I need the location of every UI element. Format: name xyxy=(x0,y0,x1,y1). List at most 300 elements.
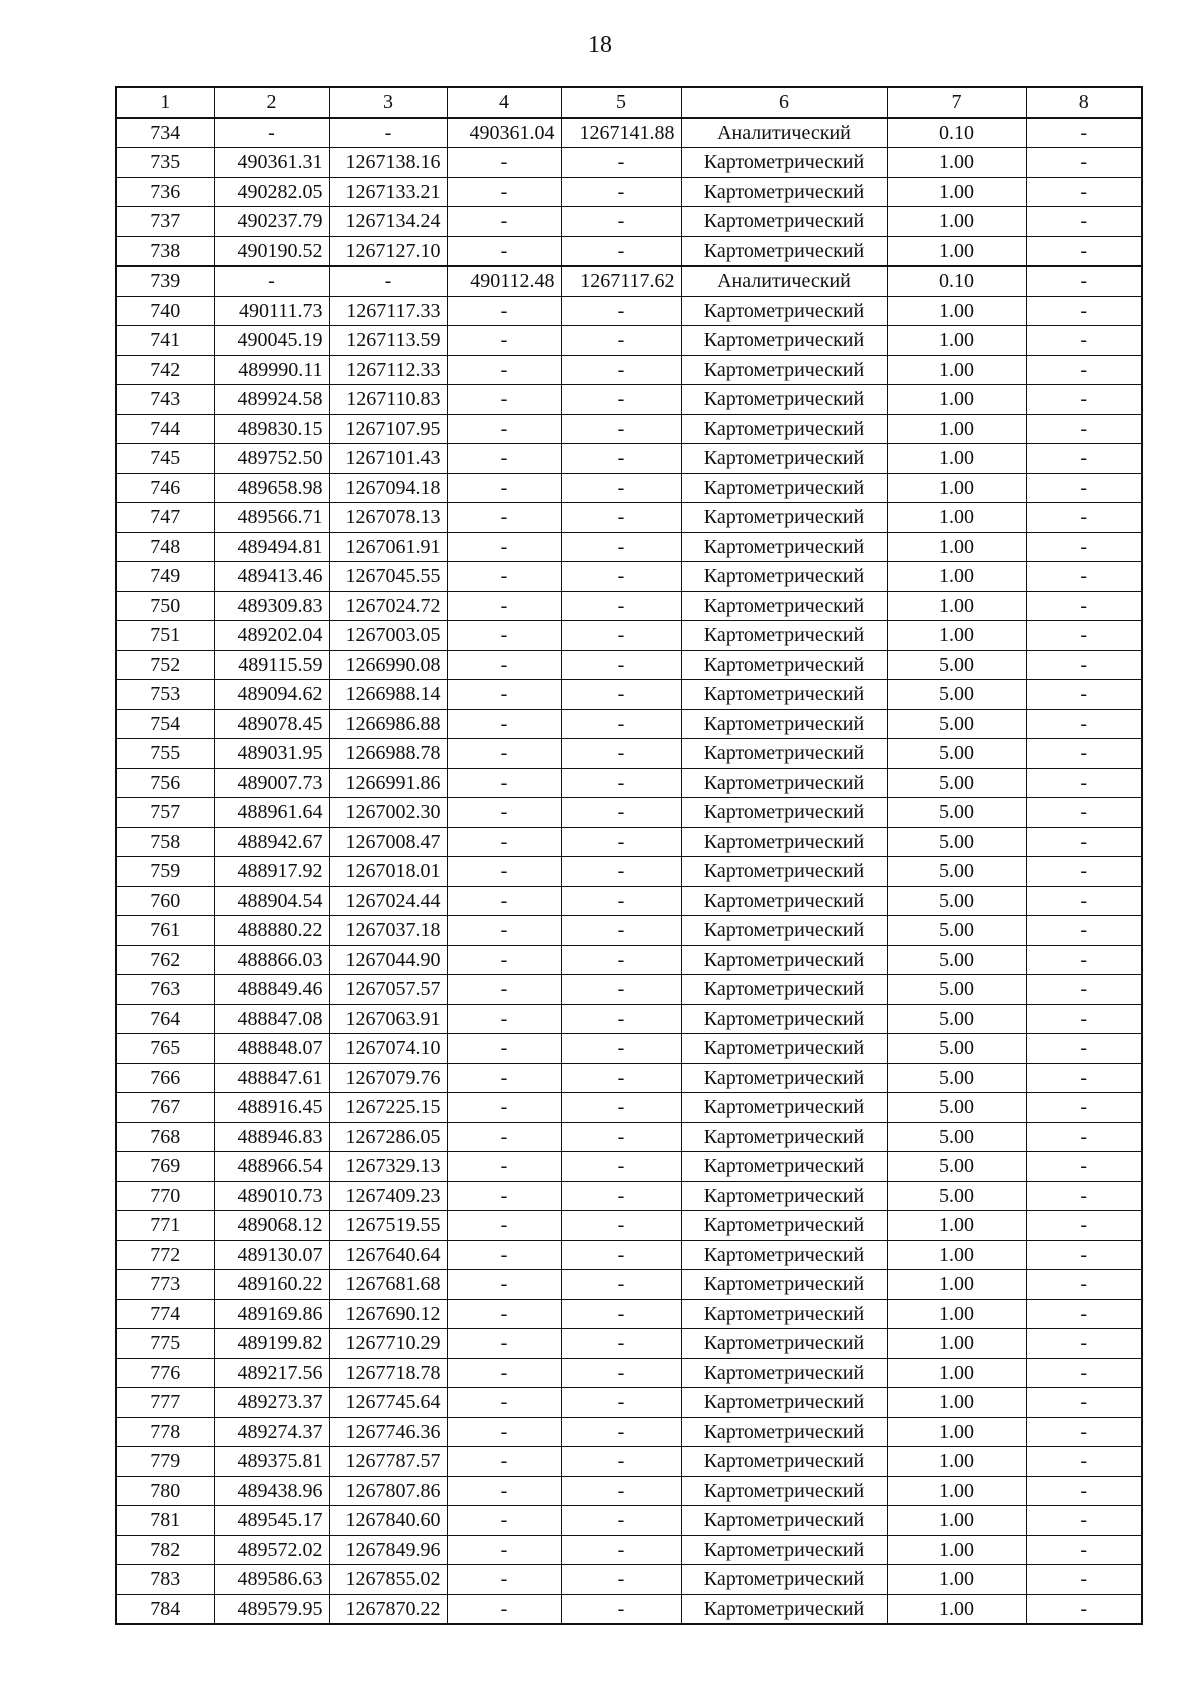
y-coordinate-cell: 1266990.08 xyxy=(329,650,447,680)
method-cell: Картометрический xyxy=(681,798,887,828)
note-cell: - xyxy=(1026,827,1142,857)
y-coordinate-new-cell: - xyxy=(561,1181,681,1211)
accuracy-cell: 1.00 xyxy=(887,355,1026,385)
y-coordinate-cell: 1267409.23 xyxy=(329,1181,447,1211)
table-row xyxy=(116,1240,1142,1270)
x-coordinate-new-cell: - xyxy=(447,650,561,680)
x-coordinate-new-cell: - xyxy=(447,768,561,798)
table-row xyxy=(116,945,1142,975)
y-coordinate-cell: 1266991.86 xyxy=(329,768,447,798)
header-cell: 7 xyxy=(887,87,1026,118)
note-cell: - xyxy=(1026,207,1142,237)
table-row xyxy=(116,591,1142,621)
table-row xyxy=(116,1034,1142,1064)
table-row xyxy=(116,355,1142,385)
x-coordinate-cell: 488847.61 xyxy=(214,1063,329,1093)
x-coordinate-new-cell: - xyxy=(447,1093,561,1123)
note-cell: - xyxy=(1026,945,1142,975)
y-coordinate-cell: 1267519.55 xyxy=(329,1211,447,1241)
y-coordinate-new-cell: - xyxy=(561,444,681,474)
note-cell: - xyxy=(1026,266,1142,296)
x-coordinate-cell: 488847.08 xyxy=(214,1004,329,1034)
accuracy-cell: 1.00 xyxy=(887,148,1026,178)
accuracy-cell: 1.00 xyxy=(887,621,1026,651)
table-row xyxy=(116,118,1142,148)
accuracy-cell: 5.00 xyxy=(887,1093,1026,1123)
method-cell: Картометрический xyxy=(681,709,887,739)
method-cell: Картометрический xyxy=(681,621,887,651)
note-cell: - xyxy=(1026,1152,1142,1182)
table-row xyxy=(116,1122,1142,1152)
point-number-cell: 735 xyxy=(116,148,214,178)
y-coordinate-new-cell: - xyxy=(561,1358,681,1388)
x-coordinate-cell: 489586.63 xyxy=(214,1565,329,1595)
x-coordinate-cell: 489579.95 xyxy=(214,1594,329,1624)
note-cell: - xyxy=(1026,1240,1142,1270)
note-cell: - xyxy=(1026,680,1142,710)
note-cell: - xyxy=(1026,296,1142,326)
x-coordinate-cell: 490111.73 xyxy=(214,296,329,326)
note-cell: - xyxy=(1026,1565,1142,1595)
y-coordinate-cell: 1267718.78 xyxy=(329,1358,447,1388)
note-cell: - xyxy=(1026,1004,1142,1034)
point-number-cell: 767 xyxy=(116,1093,214,1123)
accuracy-cell: 1.00 xyxy=(887,296,1026,326)
accuracy-cell: 1.00 xyxy=(887,1358,1026,1388)
method-cell: Картометрический xyxy=(681,444,887,474)
note-cell: - xyxy=(1026,975,1142,1005)
y-coordinate-new-cell: - xyxy=(561,326,681,356)
table-row xyxy=(116,798,1142,828)
table-row xyxy=(116,266,1142,296)
note-cell: - xyxy=(1026,118,1142,148)
point-number-cell: 743 xyxy=(116,385,214,415)
accuracy-cell: 5.00 xyxy=(887,680,1026,710)
accuracy-cell: 5.00 xyxy=(887,1063,1026,1093)
header-cell: 3 xyxy=(329,87,447,118)
method-cell: Картометрический xyxy=(681,739,887,769)
x-coordinate-cell: 489375.81 xyxy=(214,1447,329,1477)
table-row xyxy=(116,739,1142,769)
table-row xyxy=(116,1565,1142,1595)
x-coordinate-cell: 488866.03 xyxy=(214,945,329,975)
method-cell: Картометрический xyxy=(681,1152,887,1182)
y-coordinate-cell: 1267079.76 xyxy=(329,1063,447,1093)
method-cell: Картометрический xyxy=(681,857,887,887)
y-coordinate-new-cell: - xyxy=(561,1329,681,1359)
x-coordinate-new-cell: - xyxy=(447,975,561,1005)
y-coordinate-new-cell: - xyxy=(561,650,681,680)
point-number-cell: 769 xyxy=(116,1152,214,1182)
table-body xyxy=(116,87,1142,1624)
x-coordinate-new-cell: - xyxy=(447,1594,561,1624)
note-cell: - xyxy=(1026,857,1142,887)
x-coordinate-cell: 489566.71 xyxy=(214,503,329,533)
table-row xyxy=(116,503,1142,533)
x-coordinate-cell: 488942.67 xyxy=(214,827,329,857)
y-coordinate-cell: 1267117.33 xyxy=(329,296,447,326)
y-coordinate-cell: 1267074.10 xyxy=(329,1034,447,1064)
accuracy-cell: 1.00 xyxy=(887,1476,1026,1506)
method-cell: Картометрический xyxy=(681,503,887,533)
x-coordinate-cell: 489160.22 xyxy=(214,1270,329,1300)
note-cell: - xyxy=(1026,1506,1142,1536)
accuracy-cell: 1.00 xyxy=(887,1417,1026,1447)
point-number-cell: 745 xyxy=(116,444,214,474)
y-coordinate-new-cell: - xyxy=(561,236,681,266)
accuracy-cell: 1.00 xyxy=(887,562,1026,592)
point-number-cell: 762 xyxy=(116,945,214,975)
point-number-cell: 738 xyxy=(116,236,214,266)
method-cell: Картометрический xyxy=(681,1447,887,1477)
point-number-cell: 766 xyxy=(116,1063,214,1093)
point-number-cell: 754 xyxy=(116,709,214,739)
y-coordinate-cell: 1267003.05 xyxy=(329,621,447,651)
note-cell: - xyxy=(1026,148,1142,178)
y-coordinate-new-cell: - xyxy=(561,1063,681,1093)
note-cell: - xyxy=(1026,1063,1142,1093)
x-coordinate-cell: 489068.12 xyxy=(214,1211,329,1241)
x-coordinate-new-cell: - xyxy=(447,709,561,739)
header-cell: 5 xyxy=(561,87,681,118)
x-coordinate-cell: 488916.45 xyxy=(214,1093,329,1123)
y-coordinate-cell: 1267037.18 xyxy=(329,916,447,946)
y-coordinate-new-cell: - xyxy=(561,1565,681,1595)
accuracy-cell: 1.00 xyxy=(887,591,1026,621)
x-coordinate-cell: 489494.81 xyxy=(214,532,329,562)
x-coordinate-cell: 489924.58 xyxy=(214,385,329,415)
x-coordinate-cell: 488904.54 xyxy=(214,886,329,916)
x-coordinate-cell: 489413.46 xyxy=(214,562,329,592)
table-row xyxy=(116,1004,1142,1034)
y-coordinate-new-cell: - xyxy=(561,207,681,237)
point-number-cell: 784 xyxy=(116,1594,214,1624)
y-coordinate-cell: 1267107.95 xyxy=(329,414,447,444)
x-coordinate-cell: 489274.37 xyxy=(214,1417,329,1447)
y-coordinate-cell: 1267110.83 xyxy=(329,385,447,415)
point-number-cell: 753 xyxy=(116,680,214,710)
table-row xyxy=(116,1594,1142,1624)
point-number-cell: 741 xyxy=(116,326,214,356)
y-coordinate-new-cell: - xyxy=(561,1152,681,1182)
point-number-cell: 756 xyxy=(116,768,214,798)
header-row xyxy=(116,87,1142,118)
y-coordinate-cell: 1267078.13 xyxy=(329,503,447,533)
point-number-cell: 751 xyxy=(116,621,214,651)
x-coordinate-new-cell: - xyxy=(447,621,561,651)
note-cell: - xyxy=(1026,562,1142,592)
point-number-cell: 742 xyxy=(116,355,214,385)
x-coordinate-new-cell: - xyxy=(447,326,561,356)
x-coordinate-cell: - xyxy=(214,118,329,148)
point-number-cell: 755 xyxy=(116,739,214,769)
accuracy-cell: 1.00 xyxy=(887,473,1026,503)
note-cell: - xyxy=(1026,414,1142,444)
method-cell: Картометрический xyxy=(681,1181,887,1211)
accuracy-cell: 1.00 xyxy=(887,1211,1026,1241)
table-row xyxy=(116,857,1142,887)
accuracy-cell: 5.00 xyxy=(887,768,1026,798)
method-cell: Картометрический xyxy=(681,768,887,798)
y-coordinate-cell: 1267024.72 xyxy=(329,591,447,621)
y-coordinate-new-cell: - xyxy=(561,621,681,651)
y-coordinate-cell: 1267063.91 xyxy=(329,1004,447,1034)
y-coordinate-new-cell: - xyxy=(561,827,681,857)
method-cell: Картометрический xyxy=(681,326,887,356)
x-coordinate-cell: 489199.82 xyxy=(214,1329,329,1359)
y-coordinate-new-cell: 1267117.62 xyxy=(561,266,681,296)
table-row xyxy=(116,1063,1142,1093)
note-cell: - xyxy=(1026,1299,1142,1329)
table-row xyxy=(116,414,1142,444)
x-coordinate-new-cell: - xyxy=(447,1240,561,1270)
x-coordinate-new-cell: - xyxy=(447,532,561,562)
method-cell: Картометрический xyxy=(681,945,887,975)
table-row xyxy=(116,975,1142,1005)
note-cell: - xyxy=(1026,326,1142,356)
x-coordinate-cell: 490190.52 xyxy=(214,236,329,266)
x-coordinate-cell: 489094.62 xyxy=(214,680,329,710)
point-number-cell: 737 xyxy=(116,207,214,237)
method-cell: Картометрический xyxy=(681,473,887,503)
accuracy-cell: 1.00 xyxy=(887,1270,1026,1300)
header-cell: 4 xyxy=(447,87,561,118)
x-coordinate-new-cell: - xyxy=(447,1565,561,1595)
x-coordinate-cell: 490045.19 xyxy=(214,326,329,356)
note-cell: - xyxy=(1026,473,1142,503)
x-coordinate-new-cell: - xyxy=(447,886,561,916)
y-coordinate-new-cell: - xyxy=(561,798,681,828)
y-coordinate-new-cell: - xyxy=(561,1034,681,1064)
note-cell: - xyxy=(1026,177,1142,207)
point-number-cell: 739 xyxy=(116,266,214,296)
method-cell: Картометрический xyxy=(681,1063,887,1093)
point-number-cell: 759 xyxy=(116,857,214,887)
y-coordinate-cell: 1267112.33 xyxy=(329,355,447,385)
x-coordinate-new-cell: - xyxy=(447,385,561,415)
y-coordinate-new-cell: - xyxy=(561,591,681,621)
method-cell: Аналитический xyxy=(681,266,887,296)
y-coordinate-new-cell: - xyxy=(561,177,681,207)
x-coordinate-new-cell: - xyxy=(447,1299,561,1329)
method-cell: Картометрический xyxy=(681,1535,887,1565)
x-coordinate-new-cell: - xyxy=(447,1358,561,1388)
accuracy-cell: 0.10 xyxy=(887,266,1026,296)
table-row xyxy=(116,385,1142,415)
y-coordinate-cell: 1267329.13 xyxy=(329,1152,447,1182)
x-coordinate-new-cell: 490361.04 xyxy=(447,118,561,148)
note-cell: - xyxy=(1026,236,1142,266)
method-cell: Картометрический xyxy=(681,827,887,857)
point-number-cell: 772 xyxy=(116,1240,214,1270)
y-coordinate-cell: - xyxy=(329,266,447,296)
method-cell: Картометрический xyxy=(681,1093,887,1123)
table-row xyxy=(116,236,1142,266)
accuracy-cell: 1.00 xyxy=(887,1447,1026,1477)
method-cell: Картометрический xyxy=(681,1240,887,1270)
method-cell: Картометрический xyxy=(681,886,887,916)
x-coordinate-cell: 489572.02 xyxy=(214,1535,329,1565)
table-row xyxy=(116,1270,1142,1300)
x-coordinate-new-cell: - xyxy=(447,236,561,266)
note-cell: - xyxy=(1026,621,1142,651)
accuracy-cell: 5.00 xyxy=(887,709,1026,739)
point-number-cell: 776 xyxy=(116,1358,214,1388)
x-coordinate-new-cell: - xyxy=(447,1122,561,1152)
table-row xyxy=(116,916,1142,946)
accuracy-cell: 1.00 xyxy=(887,503,1026,533)
point-number-cell: 782 xyxy=(116,1535,214,1565)
x-coordinate-new-cell: - xyxy=(447,798,561,828)
point-number-cell: 761 xyxy=(116,916,214,946)
y-coordinate-cell: 1267807.86 xyxy=(329,1476,447,1506)
note-cell: - xyxy=(1026,444,1142,474)
x-coordinate-new-cell: - xyxy=(447,1388,561,1418)
y-coordinate-new-cell: - xyxy=(561,1093,681,1123)
point-number-cell: 768 xyxy=(116,1122,214,1152)
x-coordinate-new-cell: - xyxy=(447,355,561,385)
x-coordinate-new-cell: - xyxy=(447,296,561,326)
accuracy-cell: 1.00 xyxy=(887,1594,1026,1624)
y-coordinate-new-cell: - xyxy=(561,1535,681,1565)
header-cell: 6 xyxy=(681,87,887,118)
y-coordinate-new-cell: - xyxy=(561,296,681,326)
method-cell: Картометрический xyxy=(681,1004,887,1034)
accuracy-cell: 1.00 xyxy=(887,1299,1026,1329)
method-cell: Картометрический xyxy=(681,591,887,621)
x-coordinate-cell: 488917.92 xyxy=(214,857,329,887)
x-coordinate-cell: - xyxy=(214,266,329,296)
x-coordinate-cell: 488848.07 xyxy=(214,1034,329,1064)
y-coordinate-new-cell: - xyxy=(561,1594,681,1624)
point-number-cell: 749 xyxy=(116,562,214,592)
x-coordinate-new-cell: - xyxy=(447,591,561,621)
y-coordinate-new-cell: - xyxy=(561,385,681,415)
point-number-cell: 750 xyxy=(116,591,214,621)
table-row xyxy=(116,207,1142,237)
method-cell: Картометрический xyxy=(681,355,887,385)
y-coordinate-new-cell: - xyxy=(561,945,681,975)
accuracy-cell: 5.00 xyxy=(887,1181,1026,1211)
accuracy-cell: 1.00 xyxy=(887,414,1026,444)
y-coordinate-new-cell: - xyxy=(561,709,681,739)
method-cell: Картометрический xyxy=(681,975,887,1005)
method-cell: Картометрический xyxy=(681,1034,887,1064)
table-row xyxy=(116,1152,1142,1182)
table-row xyxy=(116,296,1142,326)
y-coordinate-cell: 1267024.44 xyxy=(329,886,447,916)
y-coordinate-cell: 1267745.64 xyxy=(329,1388,447,1418)
x-coordinate-cell: 489169.86 xyxy=(214,1299,329,1329)
y-coordinate-cell: 1267002.30 xyxy=(329,798,447,828)
table-row xyxy=(116,1211,1142,1241)
x-coordinate-new-cell: 490112.48 xyxy=(447,266,561,296)
accuracy-cell: 5.00 xyxy=(887,1004,1026,1034)
y-coordinate-new-cell: - xyxy=(561,916,681,946)
note-cell: - xyxy=(1026,739,1142,769)
y-coordinate-cell: 1266988.78 xyxy=(329,739,447,769)
y-coordinate-new-cell: - xyxy=(561,1299,681,1329)
note-cell: - xyxy=(1026,532,1142,562)
y-coordinate-new-cell: - xyxy=(561,1388,681,1418)
point-number-cell: 740 xyxy=(116,296,214,326)
x-coordinate-cell: 489007.73 xyxy=(214,768,329,798)
y-coordinate-cell: 1267094.18 xyxy=(329,473,447,503)
x-coordinate-new-cell: - xyxy=(447,1034,561,1064)
note-cell: - xyxy=(1026,798,1142,828)
point-number-cell: 775 xyxy=(116,1329,214,1359)
y-coordinate-cell: - xyxy=(329,118,447,148)
y-coordinate-cell: 1267044.90 xyxy=(329,945,447,975)
y-coordinate-new-cell: - xyxy=(561,473,681,503)
table-row xyxy=(116,827,1142,857)
x-coordinate-new-cell: - xyxy=(447,207,561,237)
y-coordinate-cell: 1267061.91 xyxy=(329,532,447,562)
point-number-cell: 783 xyxy=(116,1565,214,1595)
x-coordinate-cell: 488961.64 xyxy=(214,798,329,828)
x-coordinate-new-cell: - xyxy=(447,1506,561,1536)
y-coordinate-cell: 1267138.16 xyxy=(329,148,447,178)
accuracy-cell: 1.00 xyxy=(887,1565,1026,1595)
note-cell: - xyxy=(1026,1447,1142,1477)
point-number-cell: 746 xyxy=(116,473,214,503)
method-cell: Картометрический xyxy=(681,236,887,266)
y-coordinate-cell: 1267045.55 xyxy=(329,562,447,592)
y-coordinate-new-cell: - xyxy=(561,975,681,1005)
table-row xyxy=(116,444,1142,474)
point-number-cell: 764 xyxy=(116,1004,214,1034)
note-cell: - xyxy=(1026,916,1142,946)
method-cell: Картометрический xyxy=(681,1565,887,1595)
table-row xyxy=(116,1388,1142,1418)
y-coordinate-cell: 1267286.05 xyxy=(329,1122,447,1152)
y-coordinate-cell: 1267113.59 xyxy=(329,326,447,356)
x-coordinate-cell: 489752.50 xyxy=(214,444,329,474)
x-coordinate-cell: 489830.15 xyxy=(214,414,329,444)
x-coordinate-cell: 490237.79 xyxy=(214,207,329,237)
note-cell: - xyxy=(1026,1388,1142,1418)
table-row xyxy=(116,148,1142,178)
x-coordinate-new-cell: - xyxy=(447,177,561,207)
note-cell: - xyxy=(1026,1329,1142,1359)
x-coordinate-new-cell: - xyxy=(447,473,561,503)
x-coordinate-cell: 489031.95 xyxy=(214,739,329,769)
point-number-cell: 734 xyxy=(116,118,214,148)
point-number-cell: 736 xyxy=(116,177,214,207)
y-coordinate-new-cell: - xyxy=(561,1004,681,1034)
method-cell: Картометрический xyxy=(681,1476,887,1506)
note-cell: - xyxy=(1026,503,1142,533)
table-row xyxy=(116,680,1142,710)
accuracy-cell: 5.00 xyxy=(887,650,1026,680)
table-row xyxy=(116,473,1142,503)
x-coordinate-cell: 489078.45 xyxy=(214,709,329,739)
accuracy-cell: 5.00 xyxy=(887,798,1026,828)
x-coordinate-cell: 489658.98 xyxy=(214,473,329,503)
method-cell: Картометрический xyxy=(681,1506,887,1536)
x-coordinate-cell: 489010.73 xyxy=(214,1181,329,1211)
table-row xyxy=(116,1329,1142,1359)
method-cell: Картометрический xyxy=(681,532,887,562)
x-coordinate-cell: 489130.07 xyxy=(214,1240,329,1270)
table-row xyxy=(116,1535,1142,1565)
table-row xyxy=(116,1299,1142,1329)
accuracy-cell: 5.00 xyxy=(887,1122,1026,1152)
y-coordinate-cell: 1267127.10 xyxy=(329,236,447,266)
x-coordinate-new-cell: - xyxy=(447,857,561,887)
point-number-cell: 777 xyxy=(116,1388,214,1418)
y-coordinate-new-cell: - xyxy=(561,355,681,385)
